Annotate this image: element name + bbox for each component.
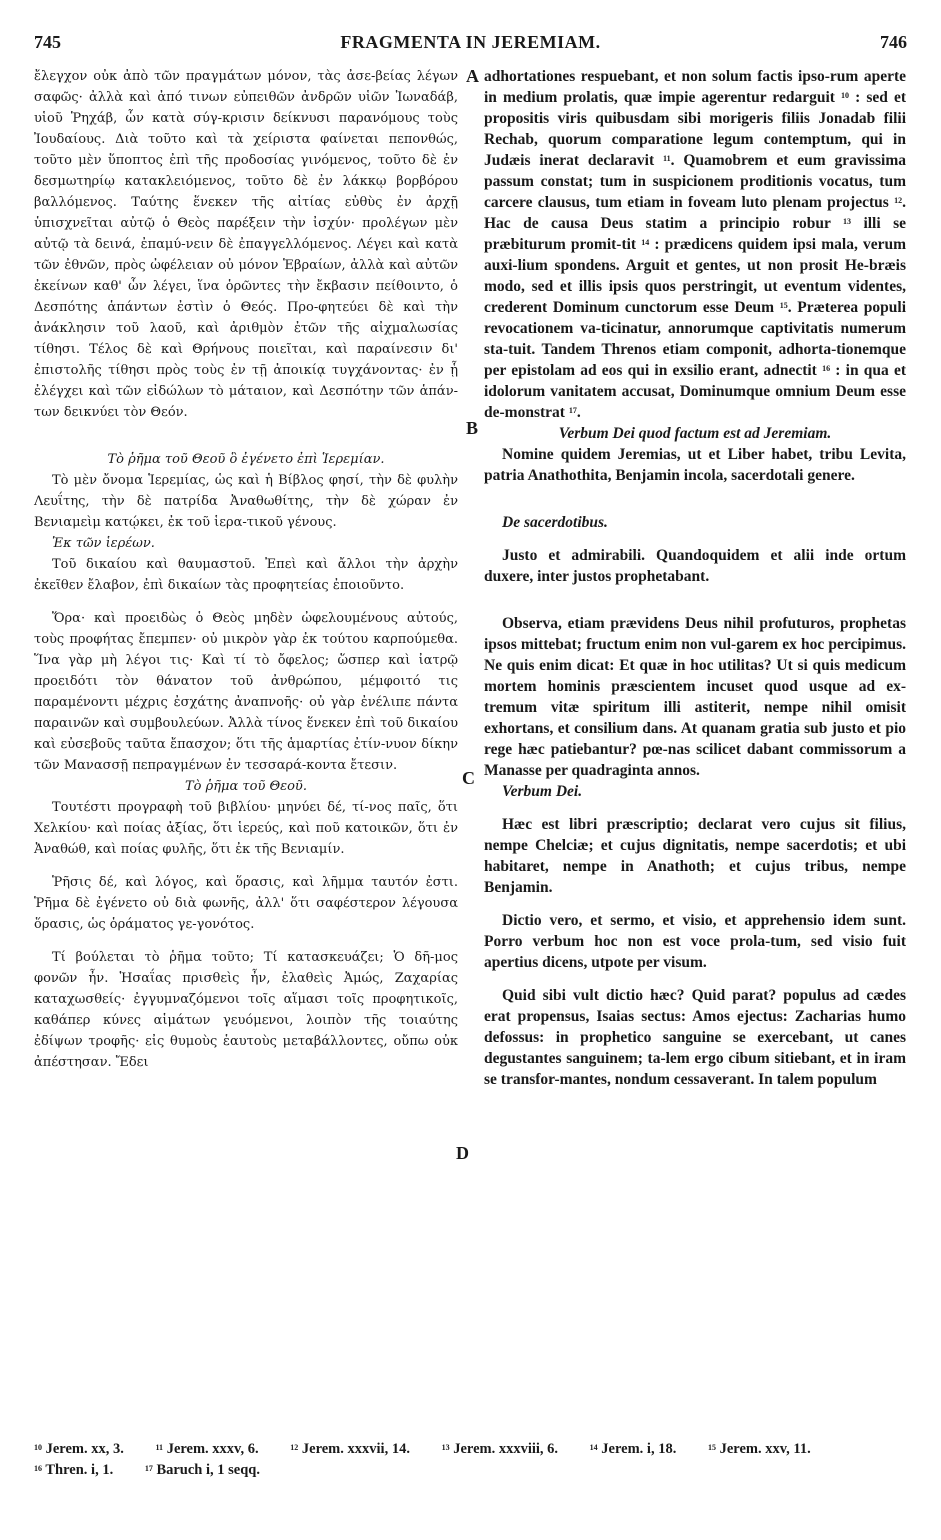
latin-paragraph: Observa, etiam prævidens Deus nihil profuturos, prophetas ipsos mittebat; fructum enim non vul-garem ex hoc percipimus. Ne quis enim dicat: Et quæ in hoc utilitas? Ut si quis medicum mortem hominis præscientem incuset quod usque ad ex-tremum vitæ spiritum illi astiterit, nempe nihil omisit exhortans, et consilium dans. At quanam gratia sub justo et pio rege hæc patiebantur? pœ-nas scilicet dabant commissorum a Manasse per quadraginta annos.	[484, 615, 906, 779]
page-number-left: 745	[34, 32, 61, 52]
footnote-ref: 15	[779, 301, 788, 310]
footnote: $^{14}$ Jerem. i, 18.	[589, 1441, 677, 1457]
latin-paragraph: adhortationes respuebant, et non solum factis ipso-rum aperte in medium prolatis, quæ impie agerentur redarguit $^{10}$ : sed et propositis viris quibusdam sibi morigeris filiis Jonadab filii Rechab, quorum comparatione legum contemptum, qui in Judæis inerat declaravit $^{11}$. Quamobrem et eum gravissima passum constat; tum in suspicionem proditionis vocatus, tum carcere clausus, tum etiam in foveam luto plenam projectus $^{12}$. Hac de causa Deus statim a principio robur $^{13}$ illi se præbiturum promit-tit $^{14}$ : prædicens quidem ipsi mala, verum auxi-lium spondens. Arguit et gentes, ut non prosit He-bræis modo, sed et illis ipsis quos perstringit, ut eventum videntes, crederent Dominum cunctorum esse Deum $^{15}$. Præterea populi revocationem va-ticinatur, annorumque captivitatis numerum sta-tuit. Tandem Threnos etiam componit, adhorta-tionemque per epistolam ad eos qui in exsilio erant, adnectit $^{16}$ : in qua et idolorum vanitatem accusat, Dominumque omnium Deum esse de-monstrat $^{17}$.	[484, 68, 907, 421]
margin-marker-a: A	[466, 66, 479, 86]
greek-paragraph: Τοῦ δικαίου καὶ θαυμαστοῦ. Ἐπεὶ καὶ ἄλλοι τὴν ἀρχὴν ἐκεῖθεν ἔλαβον, ἐπὶ δικαίων τὰς προφητείας ἐποιοῦντο.	[34, 557, 458, 593]
greek-paragraph: Τὸ μὲν ὄνομα Ἱερεμίας, ὡς καὶ ἡ Βίβλος φησί, τὴν δὲ φυλὴν Λευΐτης, τὴν δὲ πατρίδα Ἀναθωθίτης, τὴν δὲ χώραν ἐν Βενιαμεὶμ κατῴκει, ἐκ τοῦ ἱερα-τικοῦ γένους.	[34, 473, 458, 530]
latin-column	[484, 66, 906, 1090]
footnote: $^{13}$ Jerem. xxxviii, 6.	[441, 1441, 559, 1457]
footnote-ref: 16	[822, 364, 831, 373]
margin-marker-b: B	[466, 418, 479, 438]
greek-column	[34, 66, 458, 1073]
margin-marker-d: D	[456, 1143, 469, 1163]
footnote-ref: 12	[894, 196, 903, 205]
greek-paragraph: Τουτέστι προγραφὴ τοῦ βιβλίου· μηνύει δέ, τί-νος παῖς, ὅτι Χελκίου· καὶ ποίας ἀξίας, ὅτι ἱερεύς, καὶ ποῦ κατοικῶν, ὅτι ἐν Ἀναθώθ, καὶ ποίας φυλῆς, ὅτι ἐκ τῆς Βενιαμίν.	[34, 800, 458, 857]
latin-paragraph: Quid sibi vult dictio hæc? Quid parat? populus ad cædes erat propensus, Isaias sectus: Amos ejectus: Zacharias humo defossus: in prophetico sanguine se exercebant, ut canes degustantes sanguinem; ta-lem ergo cibum sitiebant, et in iram se transfor-mantes, nondum cessaverant. In talem populum	[484, 987, 906, 1088]
greek-paragraph: Ὅρα· καὶ προειδὼς ὁ Θεὸς μηδὲν ὠφελουμένους αὐτούς, τοὺς προφήτας ἔπεμπεν· οὐ μικρὸν γὰρ ἐκ τούτου καρπούμεθα. Ἵνα γὰρ μὴ λέγοι τις· Καὶ τί τὸ ὄφελος; ὥσπερ καὶ ἰατρῷ προειδότι τὸν θάνατον τοῦ ἀνθρώπου, μέμφοιτό τις παραμένοντι μέχρις ἐσχάτης ἀναπνοῆς· οὐ γὰρ ἐνέλιπε πάντα παραινῶν καὶ συμβουλεύων. Ἀλλὰ τίνος ἕνεκεν ἐπὶ τοῦ δικαίου καὶ εὐσεβοῦς ταῦτα ἔπασχον; ὅτι τῆς ἁμαρτίας ἐτίν-νυον δίκην τῶν Μανασσῇ πεπραγμένων ἐν τεσσαρά-κοντα ἔτεσιν.	[34, 611, 458, 773]
footnote-ref: 11	[663, 154, 671, 163]
margin-marker-c: C	[462, 768, 475, 788]
footnotes	[34, 1439, 907, 1481]
latin-paragraph: Hæc est libri præscriptio; declarat vero cujus sit filius, nempe Chelciæ; et cujus dignitatis, nempe sacerdotis; et ubi habitaret, nempe in Anathoth; et cujus tribus, nempe Benjamin.	[484, 816, 906, 896]
latin-paragraph: Nomine quidem Jeremias, ut et Liber habet, tribu Levita, patria Anathothita, Benjamin incola, sacerdotali genere.	[484, 446, 906, 484]
footnote: $^{17}$ Baruch i, 1 seqq.	[144, 1462, 260, 1478]
page-number-right: 746	[880, 32, 907, 52]
footnote: $^{12}$ Jerem. xxxvii, 14.	[290, 1441, 410, 1457]
greek-heading: Ἐκ τῶν ἱερέων.	[52, 536, 155, 551]
running-header	[34, 32, 907, 56]
greek-paragraph: ἔλεγχον οὐκ ἀπὸ τῶν πραγμάτων μόνον, τὰς ἀσε-βείας λέγων σαφῶς· ἀλλὰ καὶ ἀπό τινων εὐπειθῶν ἀνδρῶν υἱῶν Ἰωναδάβ, υἱοῦ Ῥηχάβ, ὧν κατὰ σύγ-κρισιν δείκνυσι παρανόμους τοὺς Ἰουδαίους. Διὰ τοῦτο καὶ τὰ χείριστα φαίνεται πεπονθώς, τοῦτο μὲν ὕποπτος ἐπὶ τῆς προδοσίας γινόμενος, τοῦτο δὲ ἐν δεσμωτηρίῳ κατακλειόμενος, τοῦτο δὲ ἐν λάκκῳ βορβόρου βαλλόμενος. Ταύτης ἕνεκεν τῆς αἰτίας εὐθὺς ἐν ἀρχῇ ὑπισχνεῖται αὐτῷ ὁ Θεὸς παρέξειν τὴν ἰσχύν· προλέγων μὲν αὐτῷ τὰ δεινά, ἐπαμύ-νειν δὲ ἐπαγγελλόμενος. Λέγει καὶ κατὰ τῶν ἐθνῶν, πρὸς ὠφέλειαν οὐ μόνον Ἑβραίων, ἀλλὰ καὶ αὐτῶν ἐκείνων καθ' ὧν λέγει, ἵνα ὁρῶντες τὴν ἔκβασιν πείθοιντο, ὁ Δεσπότης ἁπάντων ἐστὶν ὁ Θεός. Προ-φητεύει δὲ καὶ τὴν ἀνάκλησιν τοῦ λαοῦ, καὶ ἀριθμὸν ἐτῶν τῆς αἰχμαλωσίας τίθησι. Τέλος δὲ καὶ Θρήνους ποιεῖται, καὶ παραίνεσιν δι' ἐπιστολῆς τίθησι πρὸς τοὺς ἐν τῇ ἀποικίᾳ τυγχάνοντας· ἐν ᾗ ἐλέγχει καὶ τῶν εἰδώλων τὸ μάταιον, καὶ Δεσπότην τῶν ἁπάν-των δεικνύει τὸν Θεόν.	[34, 69, 458, 420]
greek-paragraph: Ῥῆσις δέ, καὶ λόγος, καὶ ὅρασις, καὶ λῆμμα ταυτόν ἐστι. Ῥῆμα δὲ ἐγένετο οὐ διὰ φωνῆς, ἀλλ' ὅτι σαφέστερον λέγουσα ὅρασις, ὡς ὁράματος γε-γονότος.	[34, 875, 458, 932]
footnote-ref: 13	[843, 217, 851, 226]
footnote-ref: 14	[641, 238, 650, 247]
footnote-ref: 10	[841, 91, 850, 100]
running-title: FRAGMENTA IN JEREMIAM.	[340, 32, 601, 52]
footnote: $^{11}$ Jerem. xxxv, 6.	[155, 1441, 259, 1457]
latin-heading: Verbum Dei.	[502, 783, 583, 800]
footnote: $^{15}$ Jerem. xxv, 11.	[707, 1441, 811, 1457]
footnote-ref: 17	[568, 406, 577, 415]
footnote: $^{16}$ Thren. i, 1.	[34, 1462, 114, 1478]
greek-heading: Τὸ ῥῆμα τοῦ Θεοῦ.	[185, 779, 307, 794]
latin-paragraph: Dictio vero, et sermo, et visio, et apprehensio idem sunt. Porro verbum hoc non est voce prola-tum, sed visio fuit apertius dicens, utpote per visum.	[484, 912, 906, 971]
footnote: $^{10}$ Jerem. xx, 3.	[34, 1441, 124, 1457]
greek-heading: Τὸ ῥῆμα τοῦ Θεοῦ ὃ ἐγένετο ἐπὶ Ἱερεμίαν.	[107, 452, 385, 467]
latin-heading: Verbum Dei quod factum est ad Jeremiam.	[558, 425, 832, 442]
latin-paragraph: Justo et admirabili. Quandoquidem et alii inde ortum duxere, inter justos prophetabant.	[484, 547, 906, 585]
greek-paragraph: Τί βούλεται τὸ ῥῆμα τοῦτο; Τί κατασκευάζει; Ὁ δῆ-μος φονῶν ἦν. Ἡσαΐας πρισθεὶς ἦν, ἐλαθεὶς Ἀμώς, Ζαχαρίας καταχωσθείς· ἐγγυμναζόμενοι τοῖς αἵμασι τοῖς προφητικοῖς, καθάπερ κύνες αἱμάτων γευόμενοι, λοιπὸν τῆς τοιαύτης ἐδίψων τροφῆς· εἰς θυμοὺς ἑαυτοὺς μεταβάλλοντες, οὔπω οὐκ ἀπέστησαν. Ἔδει	[34, 950, 458, 1070]
latin-heading: De sacerdotibus.	[502, 514, 608, 531]
